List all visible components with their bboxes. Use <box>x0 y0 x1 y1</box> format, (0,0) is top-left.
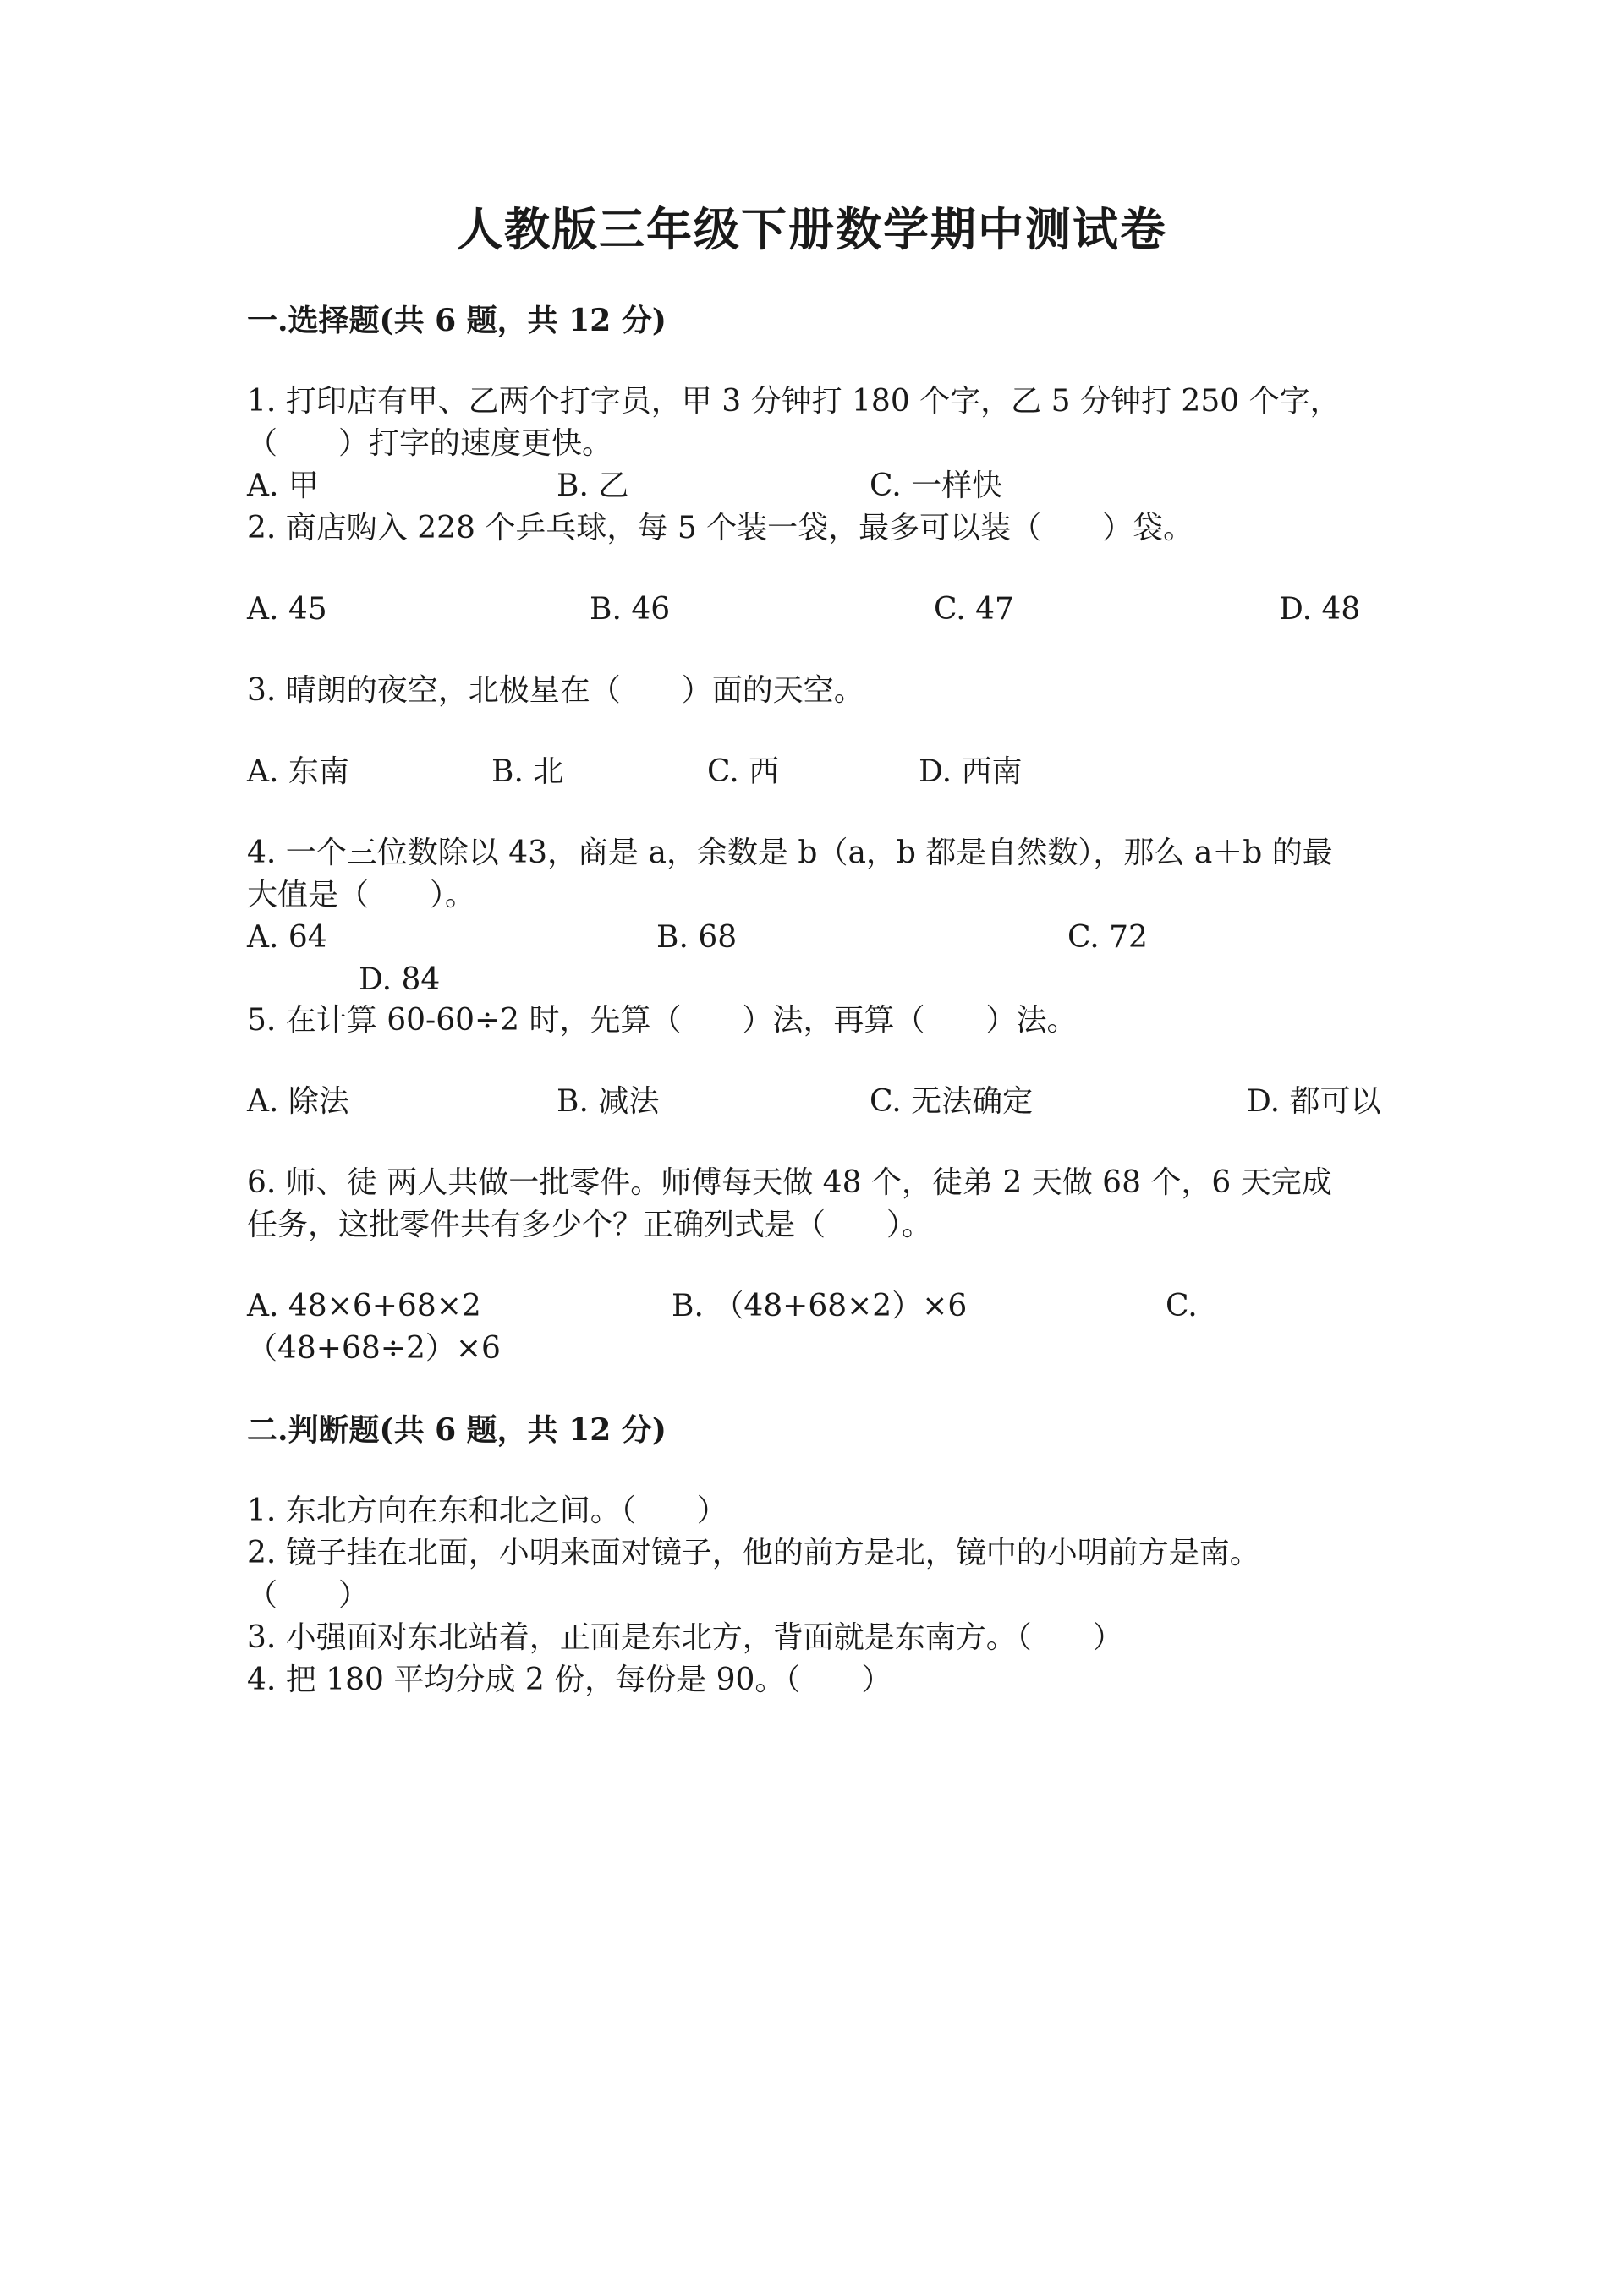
question-1-line-2: （ ）打字的速度更快。 <box>247 426 613 461</box>
section-heading-judge: 二.判断题(共 6 题，共 12 分) <box>247 1412 667 1448</box>
question-6-line-2: 任务，这批零件共有多少个？正确列式是（ ）。 <box>247 1208 933 1242</box>
judge-2-line-2: （ ） <box>247 1578 370 1613</box>
question-4-option-d: D. 84 <box>359 962 441 997</box>
section-heading-choice: 一.选择题(共 6 题，共 12 分) <box>247 303 667 338</box>
question-4-option-c: C. 72 <box>1067 920 1148 955</box>
question-6-option-c-label: C. <box>1166 1289 1198 1323</box>
question-6-option-c-text: （48+68÷2）×6 <box>247 1331 501 1366</box>
question-2-line-1: 2. 商店购入 228 个乒乓球，每 5 个装一袋，最多可以装（ ）袋。 <box>247 511 1194 545</box>
question-4-line-1: 4. 一个三位数除以 43，商是 a，余数是 b（a，b 都是自然数），那么 a＋b 的最 <box>247 836 1333 870</box>
judge-3: 3. 小强面对东北站着，正面是东北方，背面就是东南方。（ ） <box>247 1620 1123 1655</box>
question-5-option-d: D. 都可以 <box>1247 1084 1381 1119</box>
judge-4: 4. 把 180 平均分成 2 份，每份是 90。（ ） <box>247 1663 892 1697</box>
question-5-option-b: B. 减法 <box>557 1084 660 1119</box>
question-3-option-b: B. 北 <box>491 754 564 789</box>
page-title: 人教版三年级下册数学期中测试卷 <box>457 202 1167 256</box>
question-6-line-1: 6. 师、徒 两人共做一批零件。师傅每天做 48 个，徒弟 2 天做 68 个，6 天完成 <box>247 1165 1332 1200</box>
question-3-option-d: D. 西南 <box>919 754 1023 789</box>
question-3-line-1: 3. 晴朗的夜空，北极星在（ ）面的天空。 <box>247 673 864 708</box>
question-5-option-c: C. 无法确定 <box>870 1084 1034 1119</box>
question-1-option-c: C. 一样快 <box>870 469 1003 503</box>
question-2-option-a: A. 45 <box>247 592 327 627</box>
question-5-option-a: A. 除法 <box>247 1084 349 1119</box>
question-3-option-c: C. 西 <box>707 754 780 789</box>
question-2-option-c: C. 47 <box>934 592 1014 627</box>
judge-1: 1. 东北方向在东和北之间。（ ） <box>247 1493 727 1528</box>
question-2-option-d: D. 48 <box>1279 592 1361 627</box>
question-6-option-b: B. （48+68×2）×6 <box>672 1289 968 1323</box>
question-1-line-1: 1. 打印店有甲、乙两个打字员，甲 3 分钟打 180 个字，乙 5 分钟打 250 个字， <box>247 384 1341 419</box>
question-2-option-b: B. 46 <box>590 592 671 627</box>
question-5-line-1: 5. 在计算 60-60÷2 时，先算（ ）法，再算（ ）法。 <box>247 1003 1078 1038</box>
question-3-option-a: A. 东南 <box>247 754 349 789</box>
question-6-option-a: A. 48×6+68×2 <box>247 1289 481 1323</box>
question-4-line-2: 大值是（ ）。 <box>247 878 476 912</box>
question-1-option-b: B. 乙 <box>557 469 629 503</box>
judge-2-line-1: 2. 镜子挂在北面，小明来面对镜子，他的前方是北，镜中的小明前方是南。 <box>247 1536 1260 1570</box>
question-1-option-a: A. 甲 <box>247 469 319 503</box>
question-4-option-a: A. 64 <box>247 920 327 955</box>
question-4-option-b: B. 68 <box>656 920 738 955</box>
